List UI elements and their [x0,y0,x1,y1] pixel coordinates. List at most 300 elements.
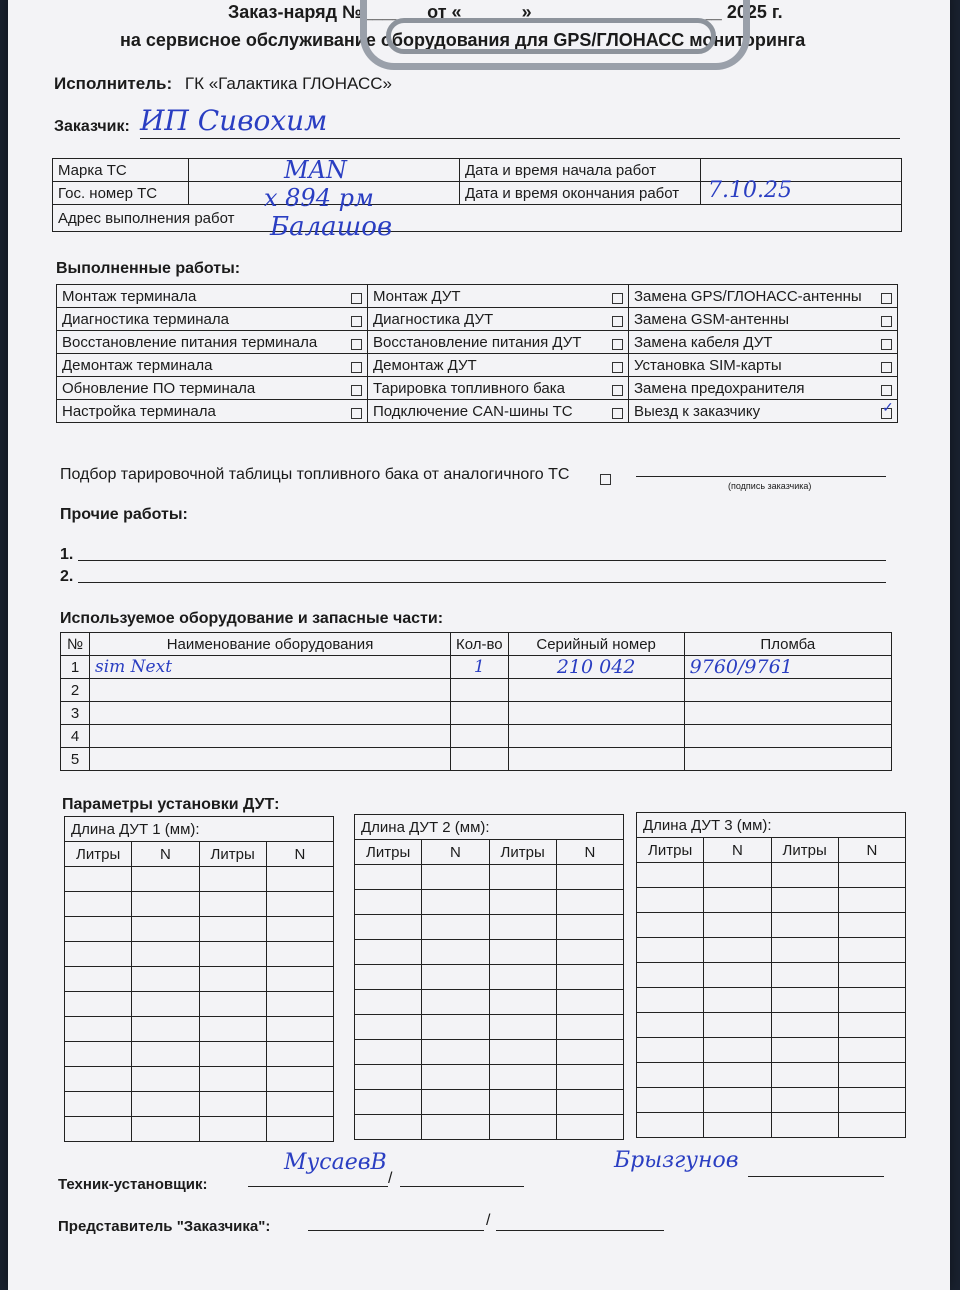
dut-cell[interactable] [199,1117,266,1142]
work-c1-2[interactable]: Восстановление питания терминала [57,331,368,354]
dut-cell[interactable] [65,892,132,917]
eq-cell-seal[interactable] [684,725,891,748]
dut-cell[interactable] [838,913,905,938]
dut-cell[interactable] [838,938,905,963]
dut-cell[interactable] [771,913,838,938]
checkbox-icon[interactable] [881,385,892,396]
plate-label: Гос. номер ТС [53,182,189,205]
dut-cell[interactable] [199,1042,266,1067]
checkbox-icon[interactable] [881,339,892,350]
checkbox-icon[interactable] [881,293,892,304]
dut-cell[interactable] [355,1015,422,1040]
tech-signature-2: Брызгунов [614,1148,739,1173]
dut-cell[interactable] [489,1015,556,1040]
dut-cell[interactable] [132,1017,199,1042]
dut-cell[interactable] [355,940,422,965]
work-c2-1[interactable]: Диагностика ДУТ [368,308,629,331]
table-row [637,1063,906,1088]
work-c3-5[interactable]: Выезд к заказчику ✓ [629,400,898,423]
dut-cell[interactable] [65,1042,132,1067]
address-handwritten: Балашов [270,212,393,242]
checkbox-icon[interactable] [351,362,362,373]
dut-cell[interactable] [838,1063,905,1088]
dut-col-header: Литры [65,842,132,867]
tech-name-line[interactable] [400,1186,524,1187]
equipment-table [60,632,892,771]
customer-sign-line[interactable] [636,476,886,477]
dut-cell[interactable] [266,1017,333,1042]
dut-cell[interactable] [771,1113,838,1138]
dut-cell[interactable] [556,890,623,915]
rep-sign-line[interactable] [308,1230,484,1231]
dut-cell[interactable] [704,1113,771,1138]
eq-cell-name[interactable] [90,702,451,725]
table-row [61,679,892,702]
dut-cell[interactable] [266,892,333,917]
dut-cell[interactable] [65,917,132,942]
dut-cell[interactable] [489,1090,556,1115]
checkbox-icon[interactable] [612,385,623,396]
rep-slash: / [486,1212,491,1229]
dut-cell[interactable] [132,967,199,992]
dut-cell[interactable] [355,1040,422,1065]
eq-cell-seal [684,656,891,679]
dut-cell[interactable] [422,1090,489,1115]
table-row [61,725,892,748]
checkbox-icon[interactable] [351,339,362,350]
dut-cell[interactable] [637,988,704,1013]
dut-title: Параметры установки ДУТ: [62,796,280,813]
dut-col-header: N [704,838,771,863]
dut-col-header: N [132,842,199,867]
dut-cell[interactable] [556,1015,623,1040]
dut-col-header: N [556,840,623,865]
check-mark-icon: ✓ [882,399,894,416]
other-line-1[interactable] [78,560,886,561]
dut-cell[interactable] [266,1042,333,1067]
dut-col-header: Литры [489,840,556,865]
dut-cell[interactable] [637,1063,704,1088]
eq-cell-name [90,656,451,679]
dut-cell[interactable] [266,992,333,1017]
customer-underline [140,138,900,139]
table-row [61,656,892,679]
dut-cell[interactable] [771,1063,838,1088]
dut-cell[interactable] [838,1113,905,1138]
dut-cell[interactable] [771,1038,838,1063]
dut-col-header: N [422,840,489,865]
tarir-label: Подбор тарировочной таблицы топливного бака от аналогичного ТС [60,466,570,483]
dut-cell[interactable] [704,1013,771,1038]
dut-cell[interactable] [637,1038,704,1063]
dut-cell[interactable] [637,1013,704,1038]
dut-col-header: Литры [355,840,422,865]
table-row [65,967,334,992]
dut-cell[interactable] [489,915,556,940]
address-row [53,205,902,232]
tech-sign-line[interactable] [248,1186,388,1187]
dut-cell[interactable] [65,1117,132,1142]
other-item-1: 1. [60,546,74,563]
eq-cell-serial [508,656,684,679]
dut-cell[interactable] [704,988,771,1013]
dut-cell[interactable] [556,915,623,940]
dut-cell[interactable] [132,1042,199,1067]
dut-cell[interactable] [355,990,422,1015]
table-row [637,1038,906,1063]
dut-cell[interactable] [704,863,771,888]
table-row [355,1065,624,1090]
work-c1-4[interactable]: Обновление ПО терминала [57,377,368,400]
table-row [65,1067,334,1092]
dut-cell[interactable] [556,1065,623,1090]
tech-slash: / [388,1170,393,1187]
works-title: Выполненные работы: [56,260,241,277]
dut-cell[interactable] [771,888,838,913]
dut-cell[interactable] [422,940,489,965]
dut-cell[interactable] [65,992,132,1017]
table-row [65,992,334,1017]
table-row [637,1013,906,1038]
dut-cell[interactable] [266,1067,333,1092]
rep-label: Представитель "Заказчика": [58,1218,271,1235]
eq-cell-serial[interactable] [508,725,684,748]
eq-cell-qty[interactable] [451,702,509,725]
brand-label: Марка ТС [53,159,189,182]
dut-cell[interactable] [199,892,266,917]
eq-header-qty: Кол-во [451,633,509,656]
eq-cell-qty[interactable] [451,748,509,771]
dut-cell[interactable] [489,940,556,965]
eq-header-serial: Серийный номер [508,633,684,656]
dut-cell[interactable] [65,1017,132,1042]
table-row [65,942,334,967]
dut-cell[interactable] [199,967,266,992]
dut-cell[interactable] [422,865,489,890]
eq-cell-name[interactable] [90,748,451,771]
work-c3-2[interactable]: Замена кабеля ДУТ [629,331,898,354]
dut-cell[interactable] [838,988,905,1013]
table-row [65,1092,334,1117]
table-row [355,1115,624,1140]
dut-cell[interactable] [489,890,556,915]
dut-cell[interactable] [556,1115,623,1140]
brand-handwritten: MAN [284,156,347,184]
eq-cell-serial[interactable] [508,679,684,702]
eq-cell-seal[interactable] [684,748,891,771]
work-c3-0[interactable]: Замена GPS/ГЛОНАСС-антенны [629,285,898,308]
dut-table-1 [64,816,334,1142]
dut-cell[interactable] [422,1065,489,1090]
eq-serial-handwritten: 210 042 [556,656,636,678]
checkbox-icon[interactable] [612,408,623,419]
eq-cell-seal[interactable] [684,702,891,725]
table-row [65,1042,334,1067]
dut-cell[interactable] [132,867,199,892]
table-row [65,892,334,917]
dut-cell[interactable] [838,1013,905,1038]
dut-cell[interactable] [132,1067,199,1092]
dut-cell[interactable] [556,1090,623,1115]
dut-col-header: Литры [771,838,838,863]
eq-cell-name[interactable] [90,679,451,702]
dut-table-2 [354,814,624,1140]
dut-cell[interactable] [838,963,905,988]
table-row [637,963,906,988]
dut-cell[interactable] [637,913,704,938]
dut-cell[interactable] [704,1038,771,1063]
dut-cell[interactable] [132,992,199,1017]
table-row [637,863,906,888]
dut-cell[interactable] [65,942,132,967]
dut-cell[interactable] [556,865,623,890]
eq-cell-n: 4 [61,725,90,748]
tech-signature: МусаевВ [284,1150,387,1175]
dut-cell[interactable] [838,1088,905,1113]
dut-cell[interactable] [637,888,704,913]
address-label: Адрес выполнения работ [58,209,235,227]
dut-cell[interactable] [199,992,266,1017]
dut-cell[interactable] [704,888,771,913]
dut-col-header: Литры [199,842,266,867]
dut-cell[interactable] [65,1067,132,1092]
dut-cell[interactable] [199,1067,266,1092]
dut-cell[interactable] [489,1040,556,1065]
work-c1-3[interactable]: Демонтаж терминала [57,354,368,377]
table-row [61,748,892,771]
dut-col-header: N [266,842,333,867]
dut-cell[interactable] [422,1040,489,1065]
dut-col-header: Литры [637,838,704,863]
dut-cell[interactable] [771,988,838,1013]
dut-cell[interactable] [355,915,422,940]
table-row [355,1090,624,1115]
work-c2-5[interactable]: Подключение CAN-шины ТС [368,400,629,423]
work-c3-3[interactable]: Установка SIM-карты [629,354,898,377]
table-row [355,890,624,915]
checkbox-icon[interactable] [612,316,623,327]
work-c3-4[interactable]: Замена предохранителя [629,377,898,400]
dut-cell[interactable] [838,1038,905,1063]
table-row [355,865,624,890]
table-row [355,940,624,965]
dut-cell[interactable] [266,942,333,967]
eq-qty-handwritten: 1 [473,657,485,677]
table-row [355,915,624,940]
dut-cell[interactable] [489,990,556,1015]
dut-cell[interactable] [422,1015,489,1040]
checkbox-icon[interactable] [612,362,623,373]
dut-cell[interactable] [199,942,266,967]
table-row [637,1113,906,1138]
works-table [56,284,898,423]
dut-cell[interactable] [637,1113,704,1138]
end-label: Дата и время окончания работ [460,182,701,205]
dut-cell[interactable] [199,1092,266,1117]
dut-cell[interactable] [704,1063,771,1088]
table-row [355,1015,624,1040]
dut-cell[interactable] [556,940,623,965]
checkbox-icon[interactable] [881,362,892,373]
eq-cell-n: 2 [61,679,90,702]
dut-cell[interactable] [704,963,771,988]
dut-cell[interactable] [422,915,489,940]
table-row [65,917,334,942]
dut-cell[interactable] [266,967,333,992]
dut-cell[interactable] [65,1092,132,1117]
table-row [637,938,906,963]
table-row [355,1040,624,1065]
dut-cell[interactable] [422,1115,489,1140]
work-c1-0[interactable]: Монтаж терминала [57,285,368,308]
dut-cell[interactable] [489,1065,556,1090]
dut-cell[interactable] [489,965,556,990]
customer-label: Заказчик: [54,118,130,135]
dut-cell[interactable] [422,890,489,915]
eq-cell-qty [451,656,509,679]
table-row [65,1017,334,1042]
checkbox-icon[interactable] [351,316,362,327]
dut-cell[interactable] [637,963,704,988]
dut-col-header: N [838,838,905,863]
table-row [65,867,334,892]
plate-handwritten: х 894 рм [264,184,374,212]
dut-table-3 [636,812,906,1138]
customer-sign-caption: (подпись заказчика) [728,481,812,491]
dut-cell[interactable] [355,890,422,915]
dut-length-label[interactable]: Длина ДУТ 3 (мм): [637,813,906,838]
dut-cell[interactable] [422,965,489,990]
dut-length-label[interactable]: Длина ДУТ 1 (мм): [65,817,334,842]
eq-header-seal: Пломба [684,633,891,656]
dut-cell[interactable] [556,1040,623,1065]
eq-cell-name[interactable] [90,725,451,748]
work-c2-2[interactable]: Восстановление питания ДУТ [368,331,629,354]
eq-seal-handwritten: 9760/9761 [689,656,793,678]
checkbox-icon[interactable] [351,385,362,396]
checkbox-icon[interactable] [612,339,623,350]
dut-cell[interactable] [771,863,838,888]
tech-label: Техник-установщик: [58,1176,208,1193]
eq-header-name: Наименование оборудования [90,633,451,656]
tarir-checkbox-icon[interactable] [600,474,611,485]
tech-sign-line-2[interactable] [748,1176,884,1177]
dut-cell[interactable] [556,990,623,1015]
work-c2-0[interactable]: Монтаж ДУТ [368,285,629,308]
dut-cell[interactable] [132,892,199,917]
dut-cell[interactable] [489,1115,556,1140]
dut-cell[interactable] [132,1117,199,1142]
rep-name-line[interactable] [496,1230,664,1231]
checkbox-icon[interactable] [881,316,892,327]
table-row [637,988,906,1013]
dut-cell[interactable] [355,1115,422,1140]
checkbox-checked-icon[interactable] [881,399,894,419]
work-order-sheet [8,0,950,1290]
checkbox-icon[interactable] [351,408,362,419]
other-item-2: 2. [60,568,74,585]
dut-cell[interactable] [771,963,838,988]
work-c1-5[interactable]: Настройка терминала [57,400,368,423]
equipment-title: Используемое оборудование и запасные части: [60,610,444,627]
work-c1-1[interactable]: Диагностика терминала [57,308,368,331]
dut-cell[interactable] [489,865,556,890]
table-row [355,990,624,1015]
eq-cell-qty[interactable] [451,725,509,748]
dut-cell[interactable] [355,865,422,890]
dut-cell[interactable] [199,867,266,892]
dut-cell[interactable] [838,863,905,888]
eq-cell-n: 5 [61,748,90,771]
dut-cell[interactable] [132,1092,199,1117]
table-row [637,1088,906,1113]
dut-cell[interactable] [266,917,333,942]
eq-name-handwritten: sim Next [95,657,173,677]
dut-cell[interactable] [355,1090,422,1115]
checkbox-icon[interactable] [612,293,623,304]
dut-cell[interactable] [838,888,905,913]
start-label: Дата и время начала работ [460,159,701,182]
table-row [355,965,624,990]
eq-cell-seal[interactable] [684,679,891,702]
work-c2-3[interactable]: Демонтаж ДУТ [368,354,629,377]
dut-cell[interactable] [771,1013,838,1038]
dut-cell[interactable] [355,965,422,990]
dut-cell[interactable] [199,1017,266,1042]
dut-cell[interactable] [65,967,132,992]
checkbox-icon[interactable] [351,293,362,304]
dut-cell[interactable] [637,1088,704,1113]
dut-cell[interactable] [556,965,623,990]
table-row [61,702,892,725]
order-header-line2: на сервисное обслуживание оборудования для GPS/ГЛОНАСС мониторинга [120,30,806,50]
start-handwritten: 7.10.25 [708,178,792,203]
dut-cell[interactable] [199,917,266,942]
table-row [637,888,906,913]
work-c3-1[interactable]: Замена GSM-антенны [629,308,898,331]
dut-cell[interactable] [771,1088,838,1113]
eq-header-n: № [61,633,90,656]
eq-cell-qty[interactable] [451,679,509,702]
order-header-line1: Заказ-наряд №______ от «______»___________________ 2025 г. [228,2,783,22]
eq-cell-serial[interactable] [508,702,684,725]
clipboard-clip-inner-icon [386,18,716,54]
dut-cell[interactable] [266,1117,333,1142]
dut-cell[interactable] [771,938,838,963]
dut-cell[interactable] [132,942,199,967]
work-c2-4[interactable]: Тарировка топливного бака [368,377,629,400]
dut-cell[interactable] [65,867,132,892]
dut-length-label[interactable]: Длина ДУТ 2 (мм): [355,815,624,840]
executor-row [54,74,392,94]
other-line-2[interactable] [78,582,886,583]
dut-cell[interactable] [266,867,333,892]
dut-cell[interactable] [422,990,489,1015]
dut-cell[interactable] [704,913,771,938]
other-works-title: Прочие работы: [60,506,188,523]
dut-cell[interactable] [132,917,199,942]
executor-value: ГК «Галактика ГЛОНАСС» [184,74,393,93]
eq-cell-serial[interactable] [508,748,684,771]
dut-cell[interactable] [266,1092,333,1117]
dut-cell[interactable] [355,1065,422,1090]
dut-cell[interactable] [637,863,704,888]
customer-handwritten: ИП Сивохим [140,104,328,137]
eq-cell-n: 1 [61,656,90,679]
dut-cell[interactable] [704,938,771,963]
dut-cell[interactable] [704,1088,771,1113]
dut-cell[interactable] [637,938,704,963]
